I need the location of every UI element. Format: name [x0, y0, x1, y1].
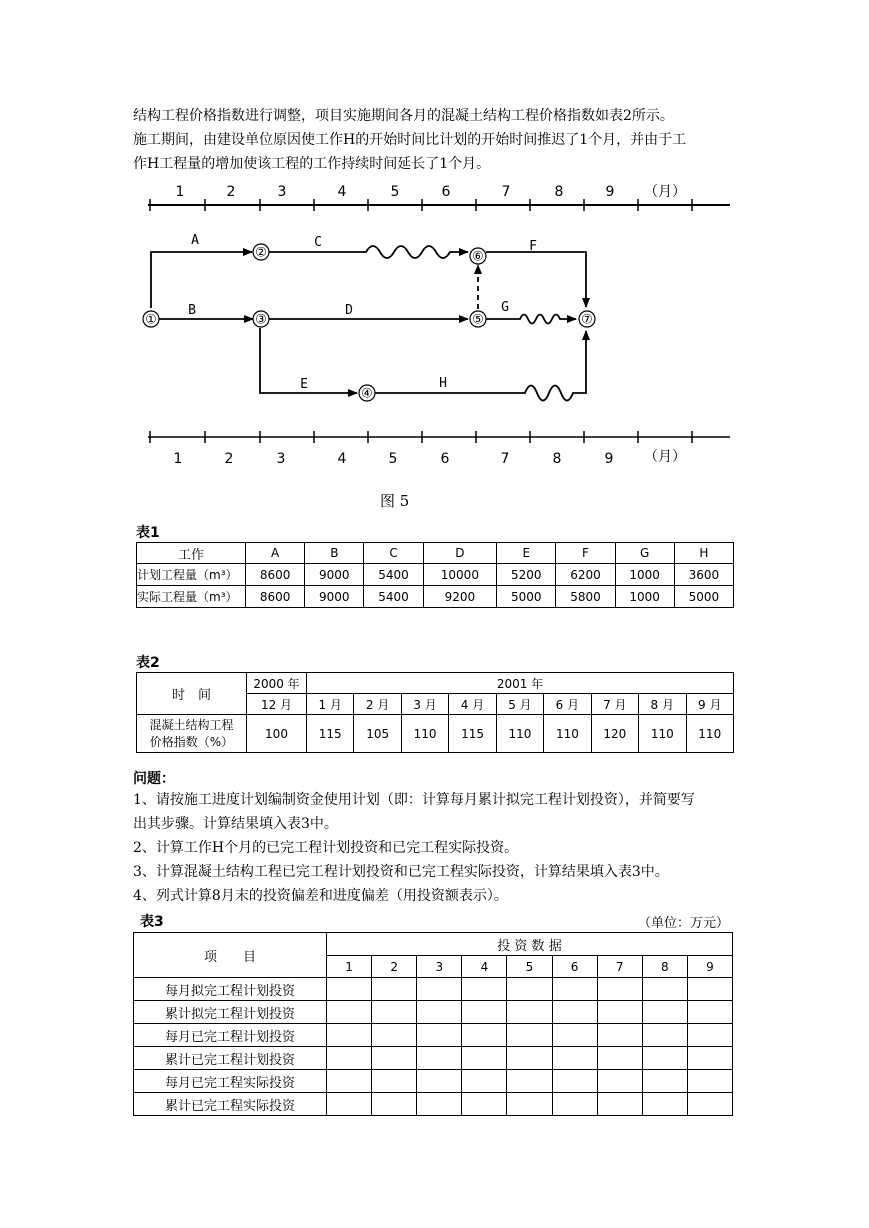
- table-cell: 100: [247, 715, 307, 753]
- empty-cell: [417, 1024, 462, 1047]
- empty-cell: [642, 1093, 687, 1116]
- table-cell: 5000: [674, 586, 733, 608]
- table-cell: G: [615, 543, 674, 564]
- empty-cell: [327, 1047, 372, 1070]
- table3-label: 表3: [140, 914, 164, 930]
- table-cell: 9000: [305, 586, 364, 608]
- question-line: 出其步骤。计算结果填入表3中。: [133, 816, 338, 832]
- intro-line: 作H工程量的增加使该工程的工作持续时间延长了1个月。: [133, 156, 491, 172]
- table-cell: 5000: [497, 586, 556, 608]
- top-month-label: 5: [390, 184, 400, 200]
- activity-label-d: D: [345, 303, 353, 318]
- empty-cell: [372, 1001, 417, 1024]
- table-cell: 实际工程量（m³）: [137, 586, 246, 608]
- empty-cell: [372, 1093, 417, 1116]
- empty-cell: [417, 1093, 462, 1116]
- intro-paragraph: [133, 104, 753, 176]
- node-5-label: ⑤: [472, 312, 484, 328]
- top-month-label: 1: [175, 184, 185, 200]
- table-row: [134, 1093, 733, 1116]
- table-cell: A: [246, 543, 305, 564]
- table-cell: 12 月: [247, 694, 307, 715]
- table-cell: 工作: [137, 543, 246, 564]
- empty-cell: [552, 1093, 597, 1116]
- table-cell: 9: [687, 956, 732, 978]
- table-cell: E: [497, 543, 556, 564]
- top-month-label: 4: [337, 184, 347, 200]
- empty-cell: [687, 1093, 732, 1116]
- table-cell: 9 月: [686, 694, 734, 715]
- empty-cell: [642, 1024, 687, 1047]
- table-row: [137, 673, 734, 694]
- question-line: 4、列式计算8月末的投资偏差和进度偏差（用投资额表示）。: [133, 888, 508, 904]
- top-month-label: 6: [441, 184, 451, 200]
- item-header-cell: 项 目: [134, 933, 327, 978]
- empty-cell: [507, 1024, 552, 1047]
- table-cell: 4 月: [449, 694, 496, 715]
- table-cell: 5: [507, 956, 552, 978]
- table2: [136, 672, 734, 753]
- empty-cell: [597, 1001, 642, 1024]
- empty-cell: [642, 1070, 687, 1093]
- top-month-label: 9: [605, 184, 615, 200]
- activity-e-arrow: [260, 328, 357, 393]
- question-line: 3、计算混凝土结构工程已完工程计划投资和已完工程实际投资，计算结果填入表3中。: [133, 864, 669, 880]
- time-header-cell: 时 间: [137, 673, 247, 715]
- row-label: 累计已完工程实际投资: [134, 1093, 327, 1116]
- empty-cell: [462, 1047, 507, 1070]
- table-cell: 115: [307, 715, 354, 753]
- table-row: [137, 543, 734, 564]
- empty-cell: [462, 1070, 507, 1093]
- table-cell: 1: [327, 956, 372, 978]
- bottom-month-label: 2: [224, 451, 234, 467]
- table-cell: H: [674, 543, 733, 564]
- table1: [136, 542, 734, 608]
- table-cell: 2: [372, 956, 417, 978]
- empty-cell: [462, 1093, 507, 1116]
- table-cell: B: [305, 543, 364, 564]
- empty-cell: [597, 1047, 642, 1070]
- empty-cell: [552, 978, 597, 1001]
- empty-cell: [372, 1070, 417, 1093]
- bottom-month-label: 3: [276, 451, 286, 467]
- table-cell: F: [556, 543, 615, 564]
- empty-cell: [507, 978, 552, 1001]
- empty-cell: [507, 1047, 552, 1070]
- node-1-label: ①: [145, 312, 157, 328]
- bottom-month-label: 5: [388, 451, 398, 467]
- empty-cell: [462, 1024, 507, 1047]
- figure-caption: 图 5: [380, 492, 410, 510]
- table-cell: 110: [639, 715, 686, 753]
- empty-cell: [687, 1047, 732, 1070]
- table-cell: 110: [401, 715, 448, 753]
- bottom-month-unit: （月）: [644, 449, 686, 465]
- top-month-label: 3: [277, 184, 287, 200]
- table-cell: 9000: [305, 564, 364, 586]
- bottom-month-label: 8: [552, 451, 562, 467]
- empty-cell: [327, 1024, 372, 1047]
- activity-label-h: H: [439, 376, 447, 391]
- table-cell: 110: [496, 715, 543, 753]
- empty-cell: [597, 1024, 642, 1047]
- table-cell: 2001 年: [307, 673, 734, 694]
- question-line: 2、计算工作H个月的已完工程计划投资和已完工程实际投资。: [133, 840, 519, 856]
- table-cell: 8 月: [639, 694, 686, 715]
- table-cell: 115: [449, 715, 496, 753]
- index-label-line: 混凝土结构工程: [149, 717, 234, 732]
- table-cell: 110: [686, 715, 734, 753]
- table-cell: 5 月: [496, 694, 543, 715]
- table-cell: 8600: [246, 586, 305, 608]
- table-cell: C: [364, 543, 423, 564]
- empty-cell: [597, 1070, 642, 1093]
- table-cell: 1000: [615, 564, 674, 586]
- table3-unit: （单位：万元）: [638, 916, 730, 931]
- table-row: [137, 586, 734, 608]
- empty-cell: [687, 1024, 732, 1047]
- empty-cell: [417, 1047, 462, 1070]
- bottom-month-label: 9: [604, 451, 614, 467]
- table-cell: 1000: [615, 586, 674, 608]
- table-cell: 计划工程量（m³）: [137, 564, 246, 586]
- table3: [133, 932, 733, 1116]
- index-label-cell: [137, 715, 247, 753]
- table-cell: 5200: [497, 564, 556, 586]
- table-cell: 4: [462, 956, 507, 978]
- activity-g-arrow: [486, 315, 576, 324]
- table-cell: 3: [417, 956, 462, 978]
- empty-cell: [327, 1001, 372, 1024]
- activity-f-arrow: [486, 252, 586, 307]
- table-cell: 6200: [556, 564, 615, 586]
- top-month-label: 8: [554, 184, 564, 200]
- activity-label-e: E: [300, 377, 308, 392]
- table-cell: 2000 年: [247, 673, 307, 694]
- empty-cell: [372, 1024, 417, 1047]
- empty-cell: [642, 978, 687, 1001]
- row-label: 每月已完工程计划投资: [134, 1024, 327, 1047]
- empty-cell: [687, 978, 732, 1001]
- activity-label-b: B: [188, 303, 196, 318]
- questions-list: [133, 788, 753, 908]
- table-cell: 8600: [246, 564, 305, 586]
- bottom-month-label: 7: [500, 451, 510, 467]
- table-cell: 2 月: [354, 694, 401, 715]
- empty-cell: [327, 978, 372, 1001]
- table-cell: 3600: [674, 564, 733, 586]
- index-label-line: 价格指数（%）: [149, 734, 234, 749]
- intro-line: 结构工程价格指数进行调整，项目实施期间各月的混凝土结构工程价格指数如表2所示。: [133, 108, 674, 124]
- table-cell: 6 月: [544, 694, 591, 715]
- empty-cell: [552, 1070, 597, 1093]
- table1-label: 表1: [136, 525, 160, 541]
- table-row: [134, 1024, 733, 1047]
- bottom-month-label: 4: [337, 451, 347, 467]
- table-cell: 120: [591, 715, 638, 753]
- top-month-label: 7: [501, 184, 511, 200]
- empty-cell: [327, 1070, 372, 1093]
- node-2-label: ②: [255, 245, 267, 261]
- row-label: 每月已完工程实际投资: [134, 1070, 327, 1093]
- node-4-label: ④: [361, 386, 373, 402]
- activity-c-arrow: [269, 246, 468, 258]
- empty-cell: [462, 978, 507, 1001]
- intro-line: 施工期间，由建设单位原因使工作H的开始时间比计划的开始时间推迟了1个月，并由于工: [133, 132, 687, 148]
- empty-cell: [642, 1047, 687, 1070]
- row-label: 每月拟完工程计划投资: [134, 978, 327, 1001]
- bottom-month-label: 1: [173, 451, 183, 467]
- row-label: 累计已完工程计划投资: [134, 1047, 327, 1070]
- activity-label-g: G: [501, 300, 509, 315]
- table-row: [137, 564, 734, 586]
- table-row: [134, 1047, 733, 1070]
- activity-label-a: A: [191, 233, 199, 248]
- activity-a-arrow: [151, 252, 252, 308]
- table-cell: 8: [642, 956, 687, 978]
- empty-cell: [687, 1070, 732, 1093]
- table-row: [134, 933, 733, 956]
- empty-cell: [417, 1070, 462, 1093]
- table-cell: 5400: [364, 586, 423, 608]
- table-cell: 6: [552, 956, 597, 978]
- activity-label-f: F: [529, 239, 537, 254]
- empty-cell: [507, 1001, 552, 1024]
- table-cell: 105: [354, 715, 401, 753]
- empty-cell: [552, 1024, 597, 1047]
- activity-label-c: C: [314, 235, 322, 250]
- table-cell: 10000: [423, 564, 497, 586]
- table-cell: D: [423, 543, 497, 564]
- table-row: [134, 978, 733, 1001]
- top-time-axis: [148, 184, 730, 211]
- network-diagram: [130, 178, 750, 478]
- question-line: 1、请按施工进度计划编制资金使用计划（即：计算每月累计拟完工程计划投资），并简要写: [133, 792, 695, 808]
- table-cell: 110: [544, 715, 591, 753]
- empty-cell: [417, 978, 462, 1001]
- empty-cell: [462, 1001, 507, 1024]
- table-cell: 1 月: [307, 694, 354, 715]
- table-row: [134, 1001, 733, 1024]
- empty-cell: [372, 1047, 417, 1070]
- empty-cell: [417, 1001, 462, 1024]
- empty-cell: [327, 1093, 372, 1116]
- activity-h-arrow: [375, 331, 586, 401]
- node-7-label: ⑦: [581, 312, 593, 328]
- empty-cell: [552, 1047, 597, 1070]
- node-6-label: ⑥: [472, 249, 484, 265]
- table-row: [137, 715, 734, 753]
- empty-cell: [597, 978, 642, 1001]
- top-month-label: 2: [226, 184, 236, 200]
- node-3-label: ③: [255, 312, 267, 328]
- empty-cell: [687, 1001, 732, 1024]
- empty-cell: [552, 1001, 597, 1024]
- empty-cell: [372, 978, 417, 1001]
- empty-cell: [507, 1070, 552, 1093]
- table-cell: 5400: [364, 564, 423, 586]
- empty-cell: [507, 1093, 552, 1116]
- table2-label: 表2: [136, 655, 160, 671]
- table-row: [134, 1070, 733, 1093]
- table-cell: 7 月: [591, 694, 638, 715]
- bottom-month-label: 6: [440, 451, 450, 467]
- empty-cell: [597, 1093, 642, 1116]
- empty-cell: [642, 1001, 687, 1024]
- row-label: 累计拟完工程计划投资: [134, 1001, 327, 1024]
- table-cell: 7: [597, 956, 642, 978]
- questions-heading: 问题：: [133, 771, 175, 787]
- table-cell: 3 月: [401, 694, 448, 715]
- table-cell: 5800: [556, 586, 615, 608]
- bottom-time-axis: [148, 431, 730, 467]
- data-header-cell: 投 资 数 据: [327, 933, 733, 956]
- top-month-unit: （月）: [644, 184, 686, 200]
- table-cell: 9200: [423, 586, 497, 608]
